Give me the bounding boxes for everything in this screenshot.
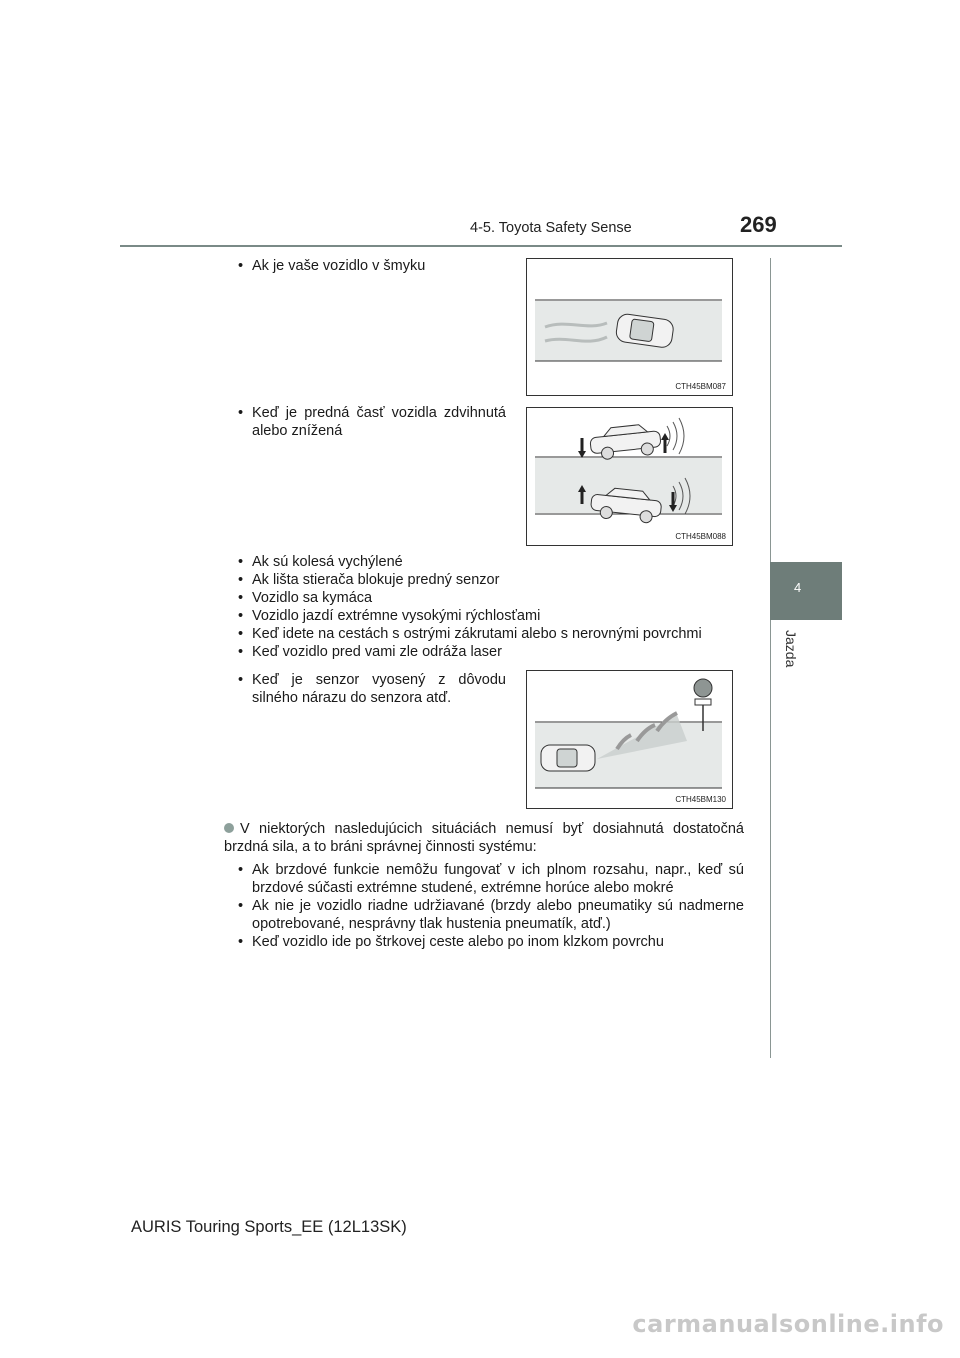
bullet-text: Vozidlo sa kymáca <box>252 590 373 606</box>
paragraph <box>224 820 744 856</box>
car-icon <box>541 745 595 771</box>
bullet-text: Vozidlo jazdí extrémne vysokými rýchlosťami <box>252 608 541 624</box>
list-item: • Keď je predná časť vozidla zdvihnutá alebo znížená <box>238 405 506 440</box>
bullet-text: Keď vozidlo pred vami zle odráža laser <box>252 644 502 660</box>
bullet-text: Keď je senzor vyosený z dôvodu silného nárazu do senzora atď. <box>252 672 506 707</box>
page-number: 269 <box>740 212 777 237</box>
list-item: • Ak nie je vozidlo riadne udržiavané (brzdy alebo pneumatiky sú nadmerne opotrebované, nesprávny tlak hustenia pneumatík, atď.) <box>238 898 744 933</box>
list-item: • Keď je senzor vyosený z dôvodu silného nárazu do senzora atď. <box>238 672 506 707</box>
sensor-misaligned-illustration <box>527 671 732 808</box>
figure-code: CTH45BM088 <box>675 532 726 541</box>
footer-model: AURIS Touring Sports_EE (12L13SK) <box>131 1218 407 1236</box>
section-marker-icon <box>224 823 234 833</box>
pitch-illustration <box>527 408 732 545</box>
list-item: • Ak lišta stierača blokuje predný senzor <box>238 572 500 588</box>
list-item: • Ak je vaše vozidlo v šmyku <box>238 258 426 274</box>
chapter-number: 4 <box>794 580 802 595</box>
bullet-text: Ak lišta stierača blokuje predný senzor <box>252 572 500 588</box>
bullet-text: Ak sú kolesá vychýlené <box>252 554 403 570</box>
paragraph-text: V niektorých nasledujúcich situáciách nemusí byť dosiahnutá dostatočná brzdná sila, a to bráni správnej činnosti systému: <box>224 821 744 855</box>
bullet-text: Keď idete na cestách s ostrými zákrutami alebo s nerovnými povrchmi <box>252 626 702 642</box>
bullet-text: Keď je predná časť vozidla zdvihnutá alebo znížená <box>252 405 506 440</box>
chapter-label: Jazda <box>783 630 799 668</box>
bullet-text: Keď vozidlo ide po štrkovej ceste alebo po inom klzkom povrchu <box>252 934 664 950</box>
header-divider <box>120 245 842 247</box>
list-item: • Ak brzdové funkcie nemôžu fungovať v ich plnom rozsahu, napr., keď sú brzdové súčasti extrémne studené, extrémne horúce alebo mokré <box>238 862 744 897</box>
bullet-text: Ak brzdové funkcie nemôžu fungovať v ich plnom rozsahu, napr., keď sú brzdové súčasti extrémne studené, extrémne horúce alebo mokré <box>252 862 744 897</box>
figure-pitch <box>526 407 733 546</box>
bullet-text: Ak nie je vozidlo riadne udržiavané (brzdy alebo pneumatiky sú nadmerne opotrebované, nesprávny tlak hustenia pneumatík, atď.) <box>252 898 744 933</box>
list-item: • Keď vozidlo ide po štrkovej ceste alebo po inom klzkom povrchu <box>238 934 664 950</box>
figure-skid <box>526 258 733 396</box>
car-icon <box>589 423 662 461</box>
list-item: • Keď vozidlo pred vami zle odráža laser <box>238 644 502 660</box>
list-item: • Ak sú kolesá vychýlené <box>238 554 403 570</box>
watermark: carmanualsonline.info <box>632 1310 944 1338</box>
skid-illustration <box>527 259 732 395</box>
chapter-tab <box>770 562 842 620</box>
list-item: • Vozidlo sa kymáca <box>238 590 373 606</box>
figure-code: CTH45BM130 <box>675 795 726 804</box>
list-item: • Keď idete na cestách s ostrými zákrutami alebo s nerovnými povrchmi <box>238 626 702 642</box>
section-title: 4-5. Toyota Safety Sense <box>470 220 632 236</box>
figure-code: CTH45BM087 <box>675 382 726 391</box>
side-tab-lines <box>770 258 842 1058</box>
figure-sensor-misaligned <box>526 670 733 809</box>
list-item: • Vozidlo jazdí extrémne vysokými rýchlosťami <box>238 608 541 624</box>
bullet-text: Ak je vaše vozidlo v šmyku <box>252 258 426 274</box>
